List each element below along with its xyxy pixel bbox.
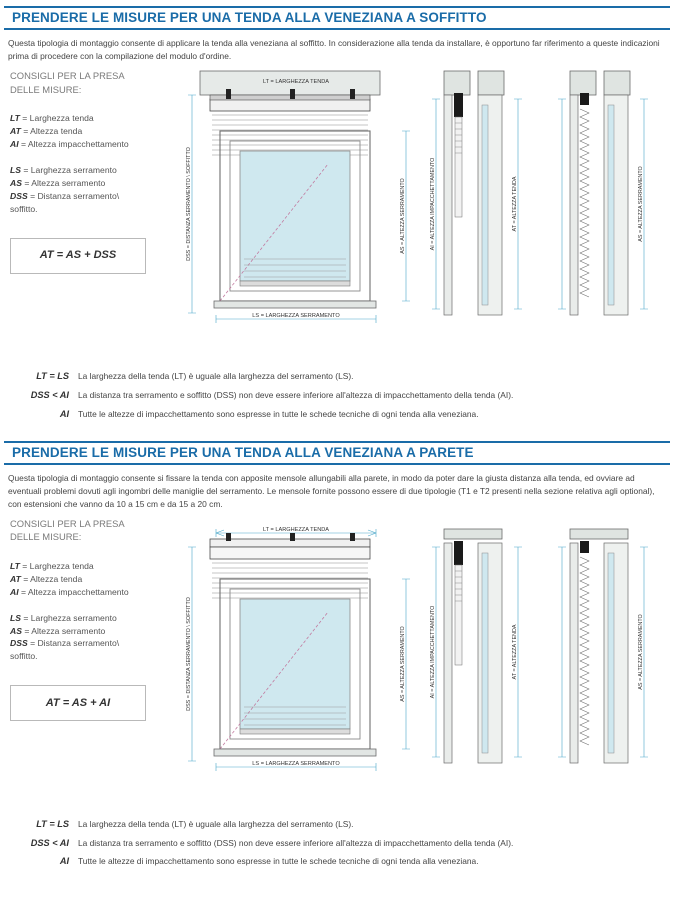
legend-title-line-1: CONSIGLI PER LA PRESA: [10, 517, 125, 529]
section-2-drawing: [178, 517, 670, 809]
legend-title-line-1: CONSIGLI PER LA PRESA: [10, 70, 125, 82]
legend-abbr: AT: [10, 126, 21, 137]
section-1-heading: PRENDERE LE MISURE PER UNA TENDA ALLA VENEZIANA A SOFFITTO: [4, 6, 670, 30]
formula-text: AT = AS + DSS: [39, 249, 117, 262]
legend-item: [10, 190, 180, 203]
note-text: La distanza tra serramento e soffitto (DSS) non deve essere inferiore all'altezza di impacchettamento della tenda (AI).: [78, 389, 514, 400]
label-dss: DSS = DISTANZA SERRAMENTO \ SOFFITTO: [186, 596, 192, 711]
note-text: Tutte le altezze di impacchettamento sono espresse in tutte le schede tecniche di ogni tenda alla veneziana.: [78, 408, 479, 419]
legend-item: [10, 637, 180, 650]
legend-title-line-2: DELLE MISURE:: [10, 531, 82, 543]
formula-text: AT = AS + AI: [45, 696, 111, 709]
document-page: [0, 6, 674, 876]
note-text: Tutte le altezze di impacchettamento sono espresse in tutte le schede tecniche di ogni tenda alla veneziana.: [78, 856, 479, 867]
note-item: [16, 389, 664, 402]
legend-title-line-2: DELLE MISURE:: [10, 83, 82, 95]
note-key: LT = LS: [36, 818, 69, 829]
legend-item: [10, 125, 180, 138]
legend-abbr: AS: [10, 625, 22, 636]
legend-group-serramento: [10, 164, 180, 216]
note-item: [16, 408, 664, 421]
legend-desc: = Distanza serramento\: [30, 190, 120, 201]
note-key: AI: [59, 856, 69, 867]
note-key: AI: [59, 408, 69, 419]
legend-desc: = Larghezza tenda: [22, 560, 94, 571]
note-key: DSS < AI: [30, 389, 69, 400]
note-text: La larghezza della tenda (LT) è uguale alla larghezza del serramento (LS).: [78, 371, 354, 382]
legend-desc: = Altezza tenda: [23, 126, 83, 137]
section-2-legend: [10, 517, 180, 721]
formula-box: [10, 238, 146, 274]
legend-item: [10, 177, 180, 190]
legend-item: [10, 112, 180, 125]
legend-title: [10, 69, 180, 96]
legend-abbr: AT: [10, 573, 21, 584]
note-text: La larghezza della tenda (LT) è uguale alla larghezza del serramento (LS).: [78, 818, 354, 829]
label-ls: LS = LARGHEZZA SERRAMENTO: [252, 313, 340, 320]
section-1-notes: [0, 364, 674, 429]
legend-continuation: soffitto.: [10, 651, 38, 662]
note-item: [16, 370, 664, 383]
legend-title: [10, 517, 180, 544]
legend-group-serramento: [10, 612, 180, 664]
legend-desc: = Larghezza serramento: [23, 164, 117, 175]
section-1-legend: [10, 69, 180, 273]
legend-desc: = Distanza serramento\: [30, 638, 120, 649]
legend-abbr: LS: [10, 164, 21, 175]
legend-abbr: AS: [10, 177, 22, 188]
section-1-intro: Questa tipologia di montaggio consente di applicare la tenda alla veneziana al soffitto. In considerazione alla tenda da installare, è opportuno far riferimento a queste indicazioni prima di procedere con la compilazione del modulo d'ordine.: [8, 38, 660, 62]
note-text: La distanza tra serramento e soffitto (DSS) non deve essere inferiore all'altezza di impacchettamento della tenda (AI).: [78, 837, 514, 848]
formula-box: [10, 685, 146, 721]
legend-group-tenda: [10, 560, 180, 599]
note-key: DSS < AI: [30, 837, 69, 848]
section-2-intro: Questa tipologia di montaggio consente si fissare la tenda con apposite mensole allungabili alla parete, in modo da poter dare la giusta distanza alla tenda, ed ovviare ad eventuali problemi dovuti agli ingombri delle maniglie del serramento. Le mensole fornite possono essere di due tipologie (T1 e T2 presenti nella sezione relativa agli optional), con estensioni che vanno da 10 a 15 cm e da 15 a 20 cm.: [8, 472, 655, 509]
legend-abbr: LS: [10, 612, 21, 623]
label-as-2: AS = ALTEZZA SERRAMENTO: [638, 166, 644, 242]
legend-desc: = Larghezza tenda: [22, 113, 94, 124]
label-lt: LT = LARGHEZZA TENDA: [262, 526, 330, 533]
legend-item: [10, 573, 180, 586]
measurement-diagram: [178, 69, 670, 361]
legend-item: [10, 625, 180, 638]
legend-group-tenda: [10, 112, 180, 151]
legend-continuation: soffitto.: [10, 203, 38, 214]
label-at: AT = ALTEZZA TENDA: [512, 624, 518, 680]
section-2-content: [0, 517, 674, 812]
legend-item: [10, 138, 180, 151]
legend-abbr: AI: [10, 139, 19, 150]
legend-item: [10, 560, 180, 573]
section-2-heading: PRENDERE LE MISURE PER UNA TENDA ALLA VENEZIANA A PARETE: [4, 441, 670, 465]
legend-abbr: DSS: [10, 190, 28, 201]
section-1-content: [0, 69, 674, 364]
legend-abbr: LT: [10, 560, 20, 571]
label-as: AS = ALTEZZA SERRAMENTO: [400, 178, 406, 254]
label-ai: AI = ALTEZZA IMPACCHETTAMENTO: [430, 605, 436, 699]
label-dss: DSS = DISTANZA SERRAMENTO \ SOFFITTO: [186, 147, 192, 261]
note-item: [16, 818, 664, 831]
legend-item: [10, 586, 180, 599]
legend-desc: = Altezza serramento: [24, 625, 106, 636]
label-ls: LS = LARGHEZZA SERRAMENTO: [252, 760, 340, 767]
legend-desc: = Larghezza serramento: [23, 612, 117, 623]
label-at: AT = ALTEZZA TENDA: [512, 176, 518, 232]
section-1-drawing: [178, 69, 670, 361]
legend-desc: = Altezza impacchettamento: [20, 139, 129, 150]
legend-desc: = Altezza impacchettamento: [20, 586, 129, 597]
note-item: [16, 837, 664, 850]
legend-desc: = Altezza tenda: [23, 573, 83, 584]
note-key: LT = LS: [36, 371, 69, 382]
legend-item: [10, 612, 180, 625]
legend-item: [10, 164, 180, 177]
label-as: AS = ALTEZZA SERRAMENTO: [400, 625, 406, 702]
label-ai: AI = ALTEZZA IMPACCHETTAMENTO: [430, 157, 436, 251]
legend-abbr: AI: [10, 586, 19, 597]
legend-abbr: DSS: [10, 638, 28, 649]
legend-desc: = Altezza serramento: [24, 177, 106, 188]
label-as-2: AS = ALTEZZA SERRAMENTO: [638, 613, 644, 690]
measurement-diagram: [178, 517, 670, 809]
legend-abbr: LT: [10, 113, 20, 124]
label-lt: LT = LARGHEZZA TENDA: [262, 79, 330, 86]
note-item: [16, 855, 664, 868]
section-2-notes: [0, 812, 674, 877]
